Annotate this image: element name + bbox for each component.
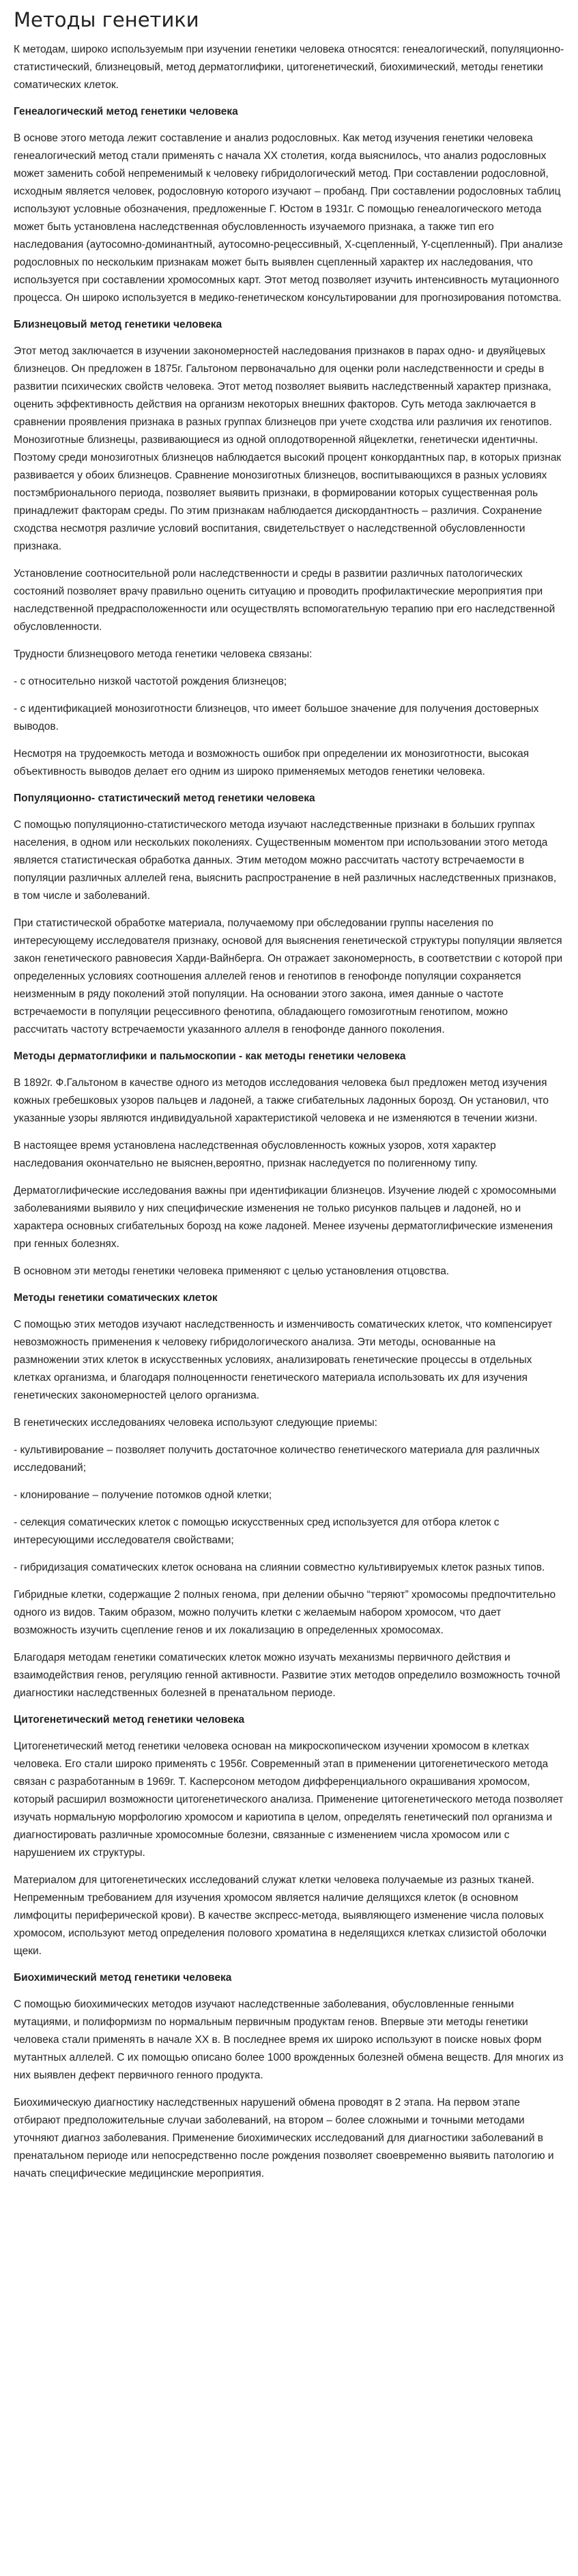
paragraph: Несмотря на трудоемкость метода и возможность ошибок при определении их монозиготности, высокая объективность выводов делает его одним из широко применяемых методов генетики человека. — [14, 748, 530, 777]
paragraph: - клонирование – получение потомков одной клетки; — [14, 1489, 272, 1501]
section-heading: Цитогенетический метод генетики человека — [14, 1714, 245, 1726]
paragraph: Трудности близнецового метода генетики человека связаны: — [14, 648, 313, 660]
paragraph: Биохимическую диагностику наследственных нарушений обмена проводят в 2 этапа. На первом этапе отбирают предположительные случаи заболеваний, на втором – более сложными и точными методами уточняют диагноз заболевания. Применение биохимических исследований для диагностики заболеваний в пренатальном периоде или непосредственно после рождения позволяет своевременно выявить патологию и начать специфические медицинские мероприятия. — [14, 2097, 554, 2179]
section-heading: Методы дерматоглифики и пальмоскопии - как методы генетики человека — [14, 1050, 406, 1062]
paragraph: В генетических исследованиях человека используют следующие приемы: — [14, 1417, 377, 1429]
paragraph: Материалом для цитогенетических исследований служат клетки человека получаемые из разных тканей. Непременным требованием для изучения хромосом является наличие делящихся клеток (в основном лимфоциты периферической крови). В качестве экспресс-метода, выявляющего изменение числа половых хромосом, используют метод определения полового хроматина в неделящихся клетках слизистой оболочки щеки. — [14, 1874, 547, 1957]
paragraph: С помощью этих методов изучают наследственность и изменчивость соматических клеток, что компенсирует невозможность применения к человеку гибридологического анализа. Эти методы, основанные на размножении этих клеток в искусственных условиях, анализировать генетические процессы в отдельных клетках организма, и благодаря полноценности генетического материала использовать их для изучения генетических закономерностей целого организма. — [14, 1319, 553, 1401]
paragraph: - с относительно низкой частотой рождения близнецов; — [14, 676, 287, 687]
section-heading: Биохимический метод генетики человека — [14, 1972, 232, 1984]
paragraph: В основном эти методы генетики человека применяют с целью установления отцовства. — [14, 1265, 450, 1277]
paragraph: В 1892г. Ф.Гальтоном в качестве одного из методов исследования человека был предложен метод изучения кожных гребешковых узоров пальцев и ладоней, а также сгибательных ладонных борозд. Он установил, что указанные узоры являются индивидуальной характеристикой человека и не изменяются в течении жизни. — [14, 1077, 549, 1124]
paragraph: К методам, широко используемым при изучении генетики человека относятся: генеалогический, популяционно-статистический, близнецовый, метод дерматоглифики, цитогенетический, биохимический, методы генетики соматических клеток. — [14, 44, 564, 91]
page-title: Методы генетики — [14, 8, 199, 31]
paragraph: - гибридизация соматических клеток основана на слиянии совместно культивируемых клеток разных типов. — [14, 1562, 545, 1573]
section-heading: Генеалогический метод генетики человека — [14, 106, 238, 117]
paragraph: При статистической обработке материала, получаемому при обследовании группы населения по интересующему исследователя признаку, основой для выяснения генетической структуры популяции является закон генетического равновесия Харди-Вайнберга. Он отражает закономерность, в соответствии с которой при определенных условиях соотношения аллелей генов и генотипов в генофонде популяции сохраняется неизменным в ряду поколений этой популяции. На основании этого закона, имея данные о частоте встречаемости в популяции рецессивного фенотипа, обладающего гомозиготным генотипом, можно рассчитать частоту встречаемости указанного аллеля в генофонде данного поколения. — [14, 917, 563, 1035]
paragraph: - селекция соматических клеток с помощью искусственных сред используется для отбора клеток с интересующими исследователя свойствами; — [14, 1517, 500, 1546]
paragraph: Цитогенетический метод генетики человека основан на микроскопическом изучении хромосом в клетках человека. Его стали широко применять с 1956г. Современный этап в применении цитогенетического метода связан с разработанным в 1969г. Т. Касперсоном методом дифференциального окрашивания хромосом, который расширил возможности цитогенетического анализа. Применение цитогенетического метода позволяет изучать нормальную морфологию хромосом и кариотипа в целом, определять генетический пол организма и диагностировать различные хромосомные болезни, связанные с изменением числа хромосом или с нарушением их структуры. — [14, 1741, 564, 1859]
paragraph: Дерматоглифические исследования важны при идентификации близнецов. Изучение людей с хромосомными заболеваниями выявило у них специфические изменения не только рисунков пальцев и ладоней, но и характера основных сгибательных борозд на коже ладоней. Менее изучены дерматоглифические изменения при генных болезнях. — [14, 1185, 557, 1250]
section-heading: Популяционно- статистический метод генетики человека — [14, 792, 315, 804]
paragraph: В основе этого метода лежит составление и анализ родословных. Как метод изучения генетики человека генеалогический метод стали применять с начала XX столетия, когда выяснилось, что анализ родословных может заменить собой непременимый к человеку гибридологический метод. При составлении родословной, исходным является человек, родословную которого изучают – пробанд. При составлении родословных таблиц используют условные обозначения, предложенные Г. Юстом в 1931г. С помощью генеалогического метода может быть установлена наследственная обусловленность изучаемого признака, а также тип его наследования (аутосомно-доминантный, аутосомно-рецессивный, Х-сцепленный, Y-сцепленный). При анализе родословных по нескольким признакам может быть выявлен сцепленный характер их наследования, что используется при составлении хромосомных карт. Этот метод позволяет изучить интенсивность мутационного процесса. Он широко используется в медико-генетическом консультировании для прогнозирования потомства. — [14, 132, 563, 304]
paragraph: В настоящее время установлена наследственная обусловленность кожных узоров, хотя характер наследования окончательно не выяснен,вероятно, признак наследуется по полигенному типу. — [14, 1140, 496, 1169]
paragraph: Установление соотносительной роли наследственности и среды в развитии различных патологических состояний позволяет врачу правильно оценить ситуацию и проводить профилактические мероприятия при наследственной предрасположенности или осуществлять вспомогательную терапию при его наследственной обусловленности. — [14, 568, 555, 633]
paragraph: Благодаря методам генетики соматических клеток можно изучать механизмы первичного действия и взаимодействия генов, регуляцию генной активности. Развитие этих методов определило возможность точной диагностики наследственных болезней в пренатальном периоде. — [14, 1652, 560, 1699]
section-heading: Методы генетики соматических клеток — [14, 1292, 218, 1304]
section-heading: Близнецовый метод генетики человека — [14, 319, 222, 330]
article-body — [14, 41, 564, 2183]
paragraph: Гибридные клетки, содержащие 2 полных генома, при делении обычно “теряют” хромосомы предпочтительно одного из видов. Таким образом, можно получить клетки с желаемым набором хромосом, что дает возможность изучить сцепление генов и их локализацию в определенных хромосомах. — [14, 1589, 556, 1636]
paragraph: С помощью популяционно-статистического метода изучают наследственные признаки в больших группах населения, в одном или нескольких поколениях. Существенным моментом при использовании этого метода является статистическая обработка данных. Этим методом можно рассчитать частоту встречаемости в популяции различных аллелей гена, выяснить распространение в ней различных наследственных признаков, в том числе и заболеваний. — [14, 819, 557, 902]
paragraph: С помощью биохимических методов изучают наследственные заболевания, обусловленные генными мутациями, и полиформизм по нормальным первичным продуктам генов. Впервые эти методы генетики человека стали применять в начале ХХ в. В последнее время их широко используют в поиске новых форм мутантных аллелей. С их помощью описано более 1000 врожденных болезней обмена веществ. Для многих из них выявлен дефект первичного генного продукта. — [14, 1999, 564, 2081]
paragraph: Этот метод заключается в изучении закономерностей наследования признаков в парах одно- и двуяйцевых близнецов. Он предложен в 1875г. Гальтоном первоначально для оценки роли наследственности и среды в развитии психических свойств человека. Этот метод позволяет выявить наследственный характер признака, оценить эффективность действия на организм некоторых внешних факторов. Суть метода заключается в сравнении проявления признака в разных группах близнецов при учете сходства или различия их генотипов. Монозиготные близнецы, развивающиеся из одной оплодотворенной яйцеклетки, генетически идентичны. Поэтому среди монозиготных близнецов наблюдается высокий процент конкордантных пар, в которых признак развивается у обоих близнецов. Сравнение монозиготных близнецов, воспитывающихся в разных условиях постэмбрионального периода, позволяет выявить признаки, в формировании которых существенная роль принадлежит факторам среды. По этим признакам наблюдается дискордантность – различия. Сохранение сходства несмотря различие условий воспитания, свидетельствует о наследственной обусловленности признака. — [14, 345, 562, 552]
paragraph: - культивирование – позволяет получить достаточное количество генетического материала для различных исследований; — [14, 1444, 540, 1474]
paragraph: - с идентификацией монозиготности близнецов, что имеет большое значение для получения достоверных выводов. — [14, 703, 539, 732]
